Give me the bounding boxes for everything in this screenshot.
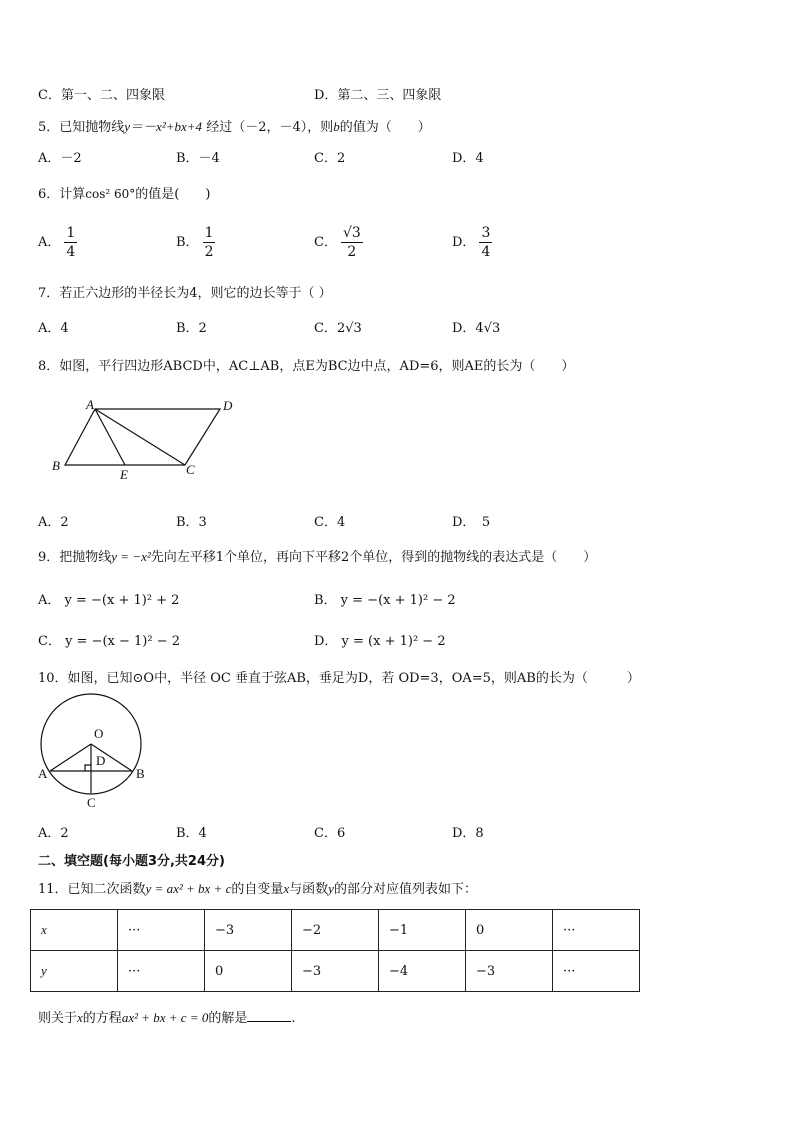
fig-label-e: E — [120, 467, 128, 482]
q5-stem: 5．已知抛物线y＝－x²+bx+4 经过（－2，－4），则b的值为（ ） — [38, 119, 431, 135]
table-cell: x — [31, 910, 118, 951]
q7-option-d[interactable]: D．4√3 — [452, 321, 501, 336]
fig-label-c: C — [87, 795, 96, 810]
q6-option-c[interactable]: C． $\frac{√3}{2}$ — [314, 225, 361, 260]
q6-option-a[interactable]: A． $\frac{1}{4}$ — [38, 225, 76, 260]
fig-label-b: B — [52, 458, 60, 473]
q8-option-b[interactable]: B．3 — [176, 515, 207, 530]
q5-option-a[interactable]: A．－2 — [38, 151, 82, 166]
table-row-x — [31, 910, 640, 951]
q6-option-b[interactable]: B． $\frac{1}{2}$ — [176, 225, 214, 260]
q9-option-c[interactable]: C． y = −(x − 1)² − 2 — [38, 634, 181, 649]
fig-label-a: A — [38, 766, 48, 781]
q10-option-b[interactable]: B．4 — [176, 826, 207, 841]
circle-figure — [30, 690, 160, 815]
q10-option-a[interactable]: A．2 — [38, 826, 69, 841]
table-cell: 0 — [205, 951, 292, 992]
q11-stem: 11．已知二次函数y = ax² + bx + c的自变量x与函数y的部分对应值列表如下： — [38, 881, 477, 897]
q4-option-c: C．第一、二、四象限 — [38, 88, 165, 103]
section-heading: 二、填空题(每小题3分,共24分) — [38, 854, 225, 869]
q6-option-d[interactable]: D． $\frac{3}{4}$ — [452, 225, 491, 260]
q5-option-b[interactable]: B．－4 — [176, 151, 220, 166]
q10-stem: 10．如图，已知⊙O中，半径 OC 垂直于弦AB，垂足为D，若 OD=3，OA=5，则AB的长为（ ） — [38, 671, 640, 686]
q11-followup: 则关于x的方程ax² + bx + c = 0的解是 . — [38, 1010, 296, 1026]
table-cell: −3 — [292, 951, 379, 992]
q9-option-b[interactable]: B． y = −(x + 1)² − 2 — [314, 593, 456, 608]
q8-option-a[interactable]: A．2 — [38, 515, 69, 530]
table-cell: −1 — [379, 910, 466, 951]
table-cell: ··· — [553, 910, 640, 951]
table-cell: −3 — [466, 951, 553, 992]
q6-stem: 6．计算cos² 60°的值是( ) — [38, 187, 211, 202]
fig-label-a: A — [86, 397, 94, 412]
table-cell: ··· — [553, 951, 640, 992]
table-cell: −4 — [379, 951, 466, 992]
q7-option-b[interactable]: B．2 — [176, 321, 207, 336]
q9-option-d[interactable]: D． y = (x + 1)² − 2 — [314, 634, 446, 649]
q8-option-d[interactable]: D． 5 — [452, 515, 491, 530]
q7-stem: 7．若正六边形的半径长为4，则它的边长等于（ ） — [38, 286, 332, 301]
q8-option-c[interactable]: C．4 — [314, 515, 346, 530]
fig-label-c: C — [186, 462, 195, 477]
parallelogram-figure — [45, 393, 245, 485]
q9-option-a[interactable]: A． y = −(x + 1)² + 2 — [38, 593, 180, 608]
q7-option-c[interactable]: C．2√3 — [314, 321, 362, 336]
fig-label-o: O — [94, 726, 104, 741]
table-cell: 0 — [466, 910, 553, 951]
value-table — [30, 909, 640, 992]
q7-option-a[interactable]: A．4 — [38, 321, 69, 336]
q10-option-d[interactable]: D．8 — [452, 826, 484, 841]
q10-option-c[interactable]: C．6 — [314, 826, 346, 841]
table-cell: −3 — [205, 910, 292, 951]
q5-option-c[interactable]: C．2 — [314, 151, 346, 166]
q9-stem: 9．把抛物线y = −x²先向左平移1个单位，再向下平移2个单位，得到的抛物线的表达式是（ ） — [38, 549, 597, 565]
fig-label-d: D — [223, 398, 233, 413]
table-row-y — [31, 951, 640, 992]
fig-label-d: D — [96, 753, 106, 768]
answer-blank[interactable] — [247, 1009, 291, 1022]
q4-option-d: D．第二、三、四象限 — [314, 88, 442, 103]
q5-option-d[interactable]: D．4 — [452, 151, 484, 166]
table-cell: ··· — [118, 910, 205, 951]
fig-label-b: B — [136, 766, 145, 781]
table-cell: ··· — [118, 951, 205, 992]
table-cell: y — [31, 951, 118, 992]
q8-stem: 8．如图，平行四边形ABCD中，AC⊥AB，点E为BC边中点，AD=6，则AE的长为（ ） — [38, 359, 575, 374]
table-cell: −2 — [292, 910, 379, 951]
